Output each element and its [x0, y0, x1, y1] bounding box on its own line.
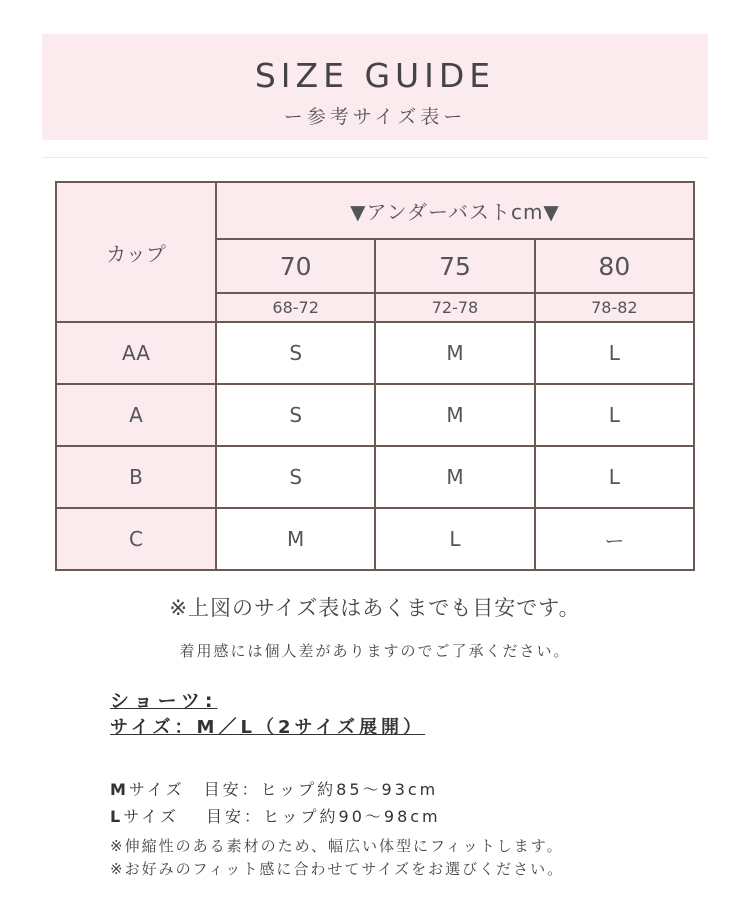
size-m-text: サイズ 目安：ヒップ約85〜93cm — [128, 780, 439, 799]
table-cell: M — [216, 508, 375, 570]
band-range-75: 72-78 — [375, 293, 534, 322]
table-row — [56, 384, 694, 446]
cup-label-aa: AA — [56, 322, 216, 384]
size-l-label: L — [110, 807, 124, 826]
table-cell: M — [375, 384, 534, 446]
footer-notes — [110, 835, 564, 881]
header-banner — [42, 34, 708, 140]
individual-note: 着用感には個人差がありますのでご了承ください。 — [179, 642, 571, 660]
table-cell: L — [535, 384, 694, 446]
footer-note: ※お好みのフィット感に合わせてサイズをお選びください。 — [110, 860, 565, 878]
band-range-80: 78-82 — [535, 293, 694, 322]
size-m-label: M — [110, 780, 129, 799]
table-cell: S — [216, 384, 375, 446]
table-cell: M — [375, 322, 534, 384]
table-cell: L — [535, 446, 694, 508]
band-size-75: 75 — [375, 239, 534, 293]
page-subtitle: ー参考サイズ表ー — [283, 106, 467, 128]
table-row — [56, 322, 694, 384]
band-size-80: 80 — [535, 239, 694, 293]
band-range-70: 68-72 — [216, 293, 375, 322]
table-cell: M — [375, 446, 534, 508]
divider — [42, 157, 708, 158]
table-cell: S — [216, 446, 375, 508]
cup-label-c: C — [56, 508, 216, 570]
size-l-text: サイズ 目安：ヒップ約90〜98cm — [123, 807, 441, 826]
band-size-70: 70 — [216, 239, 375, 293]
shorts-l-line — [110, 804, 441, 827]
size-table — [55, 181, 695, 571]
cup-label-a: A — [56, 384, 216, 446]
guide-note: ※上図のサイズ表はあくまでも目安です。 — [169, 596, 581, 620]
cup-label-b: B — [56, 446, 216, 508]
shorts-heading: ショーツ: — [110, 690, 218, 712]
shorts-m-line — [110, 777, 441, 800]
shorts-section — [110, 686, 441, 827]
table-row — [56, 446, 694, 508]
table-row — [56, 508, 694, 570]
page-title: SIZE GUIDE — [254, 56, 496, 95]
cup-header: カップ — [56, 182, 216, 322]
table-cell: S — [216, 322, 375, 384]
table-cell: L — [375, 508, 534, 570]
table-cell: ー — [535, 508, 694, 570]
table-cell: L — [535, 322, 694, 384]
shorts-sizes: サイズ：M／L（2サイズ展開） — [110, 717, 426, 738]
footer-note: ※伸縮性のある素材のため、幅広い体型にフィットします。 — [110, 837, 564, 855]
under-bust-header: ▼アンダーバストcm▼ — [216, 182, 694, 239]
